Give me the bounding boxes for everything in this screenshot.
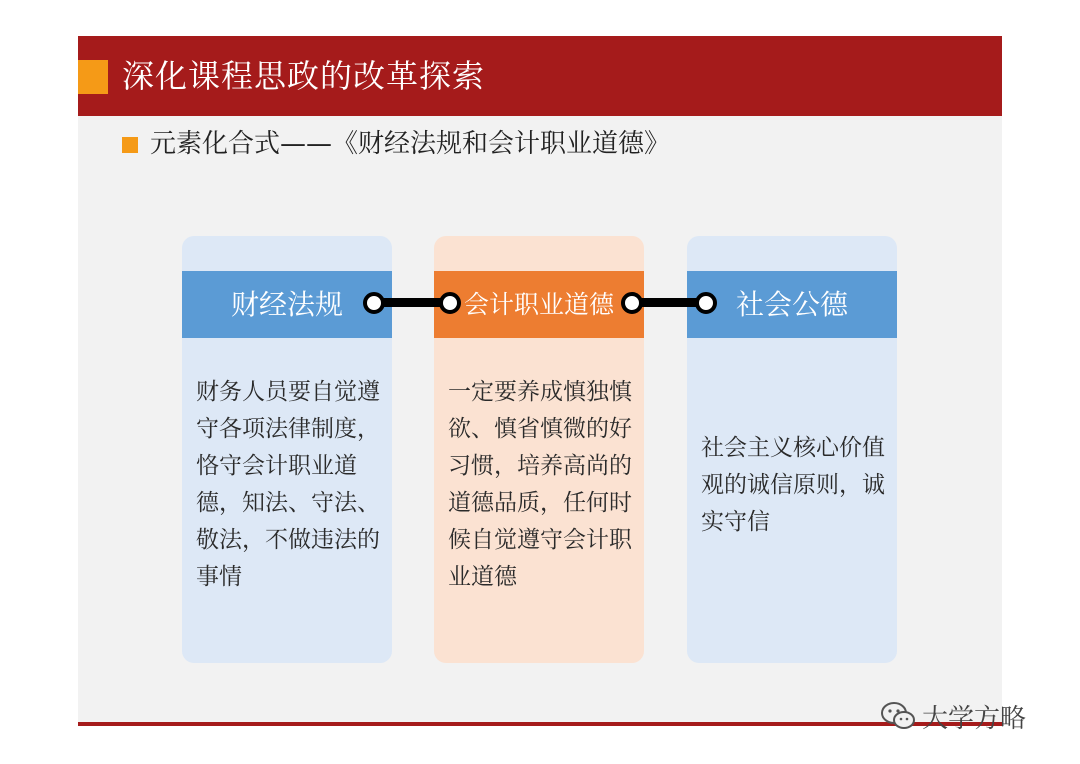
title-accent-mark (78, 60, 108, 94)
title-bar (78, 36, 1002, 116)
watermark (880, 696, 1026, 736)
card-header-social-morality: 社会公德 (687, 271, 897, 338)
wechat-icon (880, 701, 916, 731)
subtitle-bullet (122, 137, 138, 153)
connector-dot (363, 292, 385, 314)
card-body-social-morality: 社会主义核心价值观的诚信原则，诚实守信 (701, 435, 885, 535)
connector-dot (621, 292, 643, 314)
slide-subtitle: 元素化合式——《财经法规和会计职业道德》 (150, 129, 671, 159)
connector-dot (695, 292, 717, 314)
card-body-finance-law: 财务人员要自觉遵守各项法律制度，恪守会计职业道德，知法、守法、敬法，不做违法的事情 (196, 379, 380, 590)
slide-title: 深化课程思政的改革探索 (122, 57, 486, 95)
slide (78, 36, 1002, 726)
connector-line-1 (374, 298, 448, 307)
watermark-text: 大学方略 (922, 703, 1027, 734)
card-header-accounting-ethics: 会计职业道德 (434, 271, 644, 338)
connector-dot (439, 292, 461, 314)
card-body-accounting-ethics: 一定要养成慎独慎欲、慎省慎微的好习惯，培养高尚的道德品质，任何时候自觉遵守会计职业道德 (448, 379, 632, 590)
card-header-finance-law: 财经法规 (182, 271, 392, 338)
bottom-divider (78, 722, 1002, 726)
